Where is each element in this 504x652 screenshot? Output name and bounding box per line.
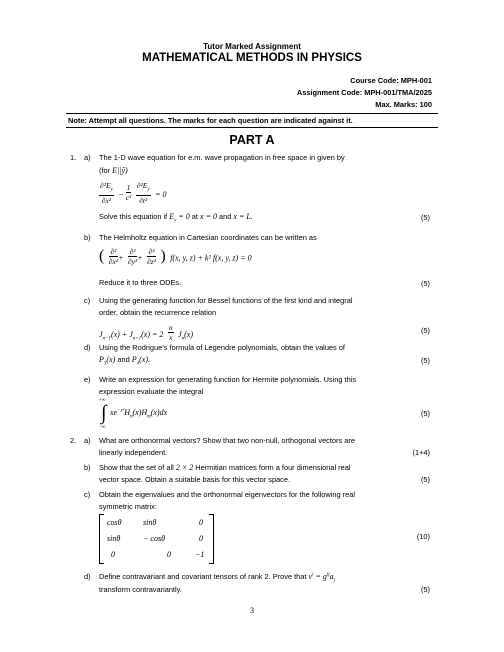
q2b-text-line2: vector space. Obtain a suitable basis for this vector space. [99,475,291,484]
q1a-and-text: and [218,212,232,221]
q1-number: 1. [70,153,77,162]
course-title: MATHEMATICAL METHODS IN PHYSICS [142,52,362,64]
q2a-text-line2: linearly independent. [99,448,168,457]
matrix-cell: cosθ [107,518,122,527]
q2d-text-line1: Define contravariant and covariant tensors of rank 2. Prove that $v^i = g^{ij}a_j$ [99,572,336,584]
q1a-label: a) [84,153,91,162]
q1c-text-line1: Using the generating function for Bessel functions of the first kind and integral [99,296,353,305]
q2b-marks: (5) [420,475,430,484]
q1e-label: e) [84,375,91,384]
q2c-text-line1: Obtain the eigenvalues and the orthonormal eigenvectors for the following real [99,490,355,499]
q2c-label: c) [84,490,91,499]
q2d-marks: (5) [420,585,430,594]
max-marks: Max. Marks: 100 [375,100,432,109]
q1c-text-line2: order, obtain the recurrence relation [99,308,217,317]
q1b-text-line2: Reduce it to three ODEs. [99,278,182,287]
q2c-marks: (10) [416,532,430,541]
q1d-label: d) [84,343,91,352]
instructions-note: Note: Attempt all questions. The marks for each question are indicated against it. [68,116,353,125]
q2b-text-part1: Show that the set of all [99,463,174,472]
q2a-text-line1: What are orthonormal vectors? Show that two non-null, orthogonal vectors are [99,436,355,445]
q1a-text-line2 [99,166,128,175]
assignment-type: Tutor Marked Assignment [203,42,301,51]
q1b-marks: (5) [420,279,430,288]
q1e-marks: (5) [420,409,430,418]
q2d-text-part1: Define contravariant and covariant tensors of rank 2. Prove that [99,572,307,581]
matrix-right-bracket [209,514,214,564]
matrix-cell: 0 [199,534,203,543]
matrix-cell: 0 [199,518,203,527]
matrix-cell: sinθ [143,518,157,527]
q2b-text-line1: Show that the set of all 2 × 2 Hermitian matrices form a four dimensional real [99,463,351,472]
q2c-matrix [99,514,219,564]
divider-top [66,113,438,114]
q1a-field-symbol: E||ŷ) [112,166,128,175]
matrix-left-bracket [99,514,104,564]
matrix-cell: sinθ [107,534,121,543]
q1d-marks: (5) [420,356,430,365]
q1a-at-text: at [191,212,198,221]
q2b-label: b) [84,463,91,472]
q1a-text-line1: The 1-D wave equation for e.m. wave propagation in free space in given by [99,153,345,162]
course-code: Course Code: MPH-001 [350,76,432,85]
q1d-text-line2: $P_3(x)$ and $P_4(x)$. [99,355,151,367]
q1a-condition: Solve this equation if $E_y = 0$ at x = 0 and x = L. [99,212,253,224]
q1a-for: (for [99,166,111,175]
q1d-and-text: and [117,355,130,364]
q1c-marks: (5) [420,326,430,335]
q1a-wave-equation: $\frac{\partial^2E_y}{\text{∂x²}}$ − $\frac{1}{\text{c²}}$ $\frac{\partial^2E_y}{\text{∂t²}}$ = 0 [100,181,167,205]
q1a-solve-text: Solve this equation if [99,212,168,221]
q1a-marks: (5) [420,213,430,222]
q1e-text-line2: expression evaluate the integral [99,387,204,396]
page-number: 3 [250,606,254,615]
q1c-label: c) [84,296,91,305]
q2d-label: d) [84,572,91,581]
part-title: PART A [229,133,275,147]
q1b-label: b) [84,233,91,242]
q2-number: 2. [70,436,77,445]
matrix-cell: −1 [195,550,205,559]
q1b-text-line1: The Helmholtz equation in Cartesian coordinates can be written as [99,233,317,242]
matrix-cell: − cosθ [143,534,165,543]
q1c-recurrence-relation: $J_{n-1}(x) + J_{n+1}(x) = 2$ $\frac{n}{x}$ $J_n(x)$ [99,323,194,342]
q2b-text-part2: Hermitian matrices form a four dimensional real [195,463,351,472]
assignment-code: Assignment Code: MPH-001/TMA/2025 [296,88,432,97]
q1e-text-line1: Write an expression for generating function for Hermite polynomials. Using this [99,375,357,384]
divider-bottom [66,127,438,128]
matrix-cell: 0 [167,550,171,559]
q1d-text-line1: Using the Rodrigue’s formula of Legendre polynomials, obtain the values of [99,343,345,352]
q2a-marks: (1+4) [412,448,430,457]
q2a-label: a) [84,436,91,445]
q2d-text-line2: transform contravariantly. [99,585,182,594]
matrix-cell: 0 [111,550,115,559]
q2c-text-line2: symmetric matrix: [99,502,157,511]
q1b-helmholtz-equation: ( $\frac{\text{∂²}}{\text{∂x²}}$ + $\frac{\text{∂²}}{\text{∂y²}}$ + $\frac{\text{∂²}}{\text{∂z²}}$ ) f(x, y, z) + k² f(x, y, z) = 0 [99,247,252,266]
